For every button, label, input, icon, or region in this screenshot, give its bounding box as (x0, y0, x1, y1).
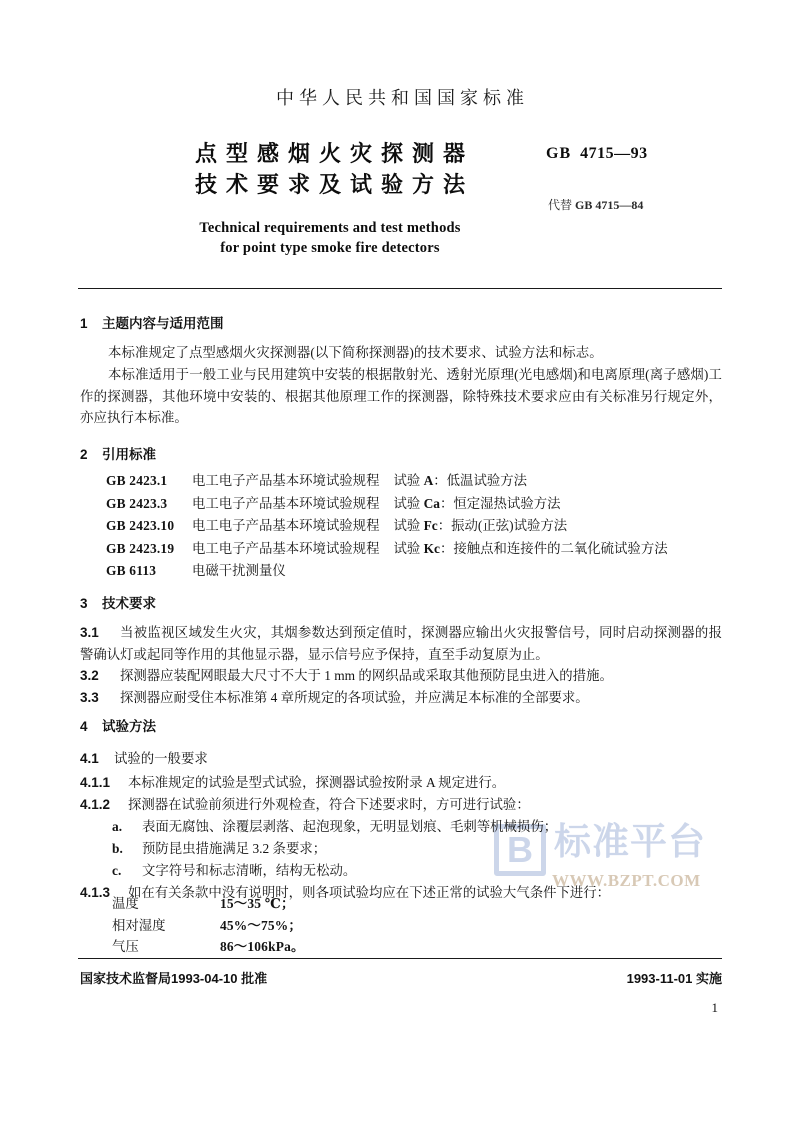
reference-code: GB 2423.1 (106, 473, 168, 488)
reference-code: GB 2423.10 (106, 518, 175, 534)
list-item-b-text: 预防昆虫措施满足 3.2 条要求； (142, 841, 327, 856)
clause-3-3-text: 探测器应耐受住本标准第 4 章所规定的各项试验，并应满足本标准的全部要求。 (120, 690, 589, 705)
reference-test (393, 518, 567, 533)
watermark-text: 标准平台 (554, 821, 706, 862)
referenced-standards-list (106, 470, 726, 583)
list-item-c (112, 860, 356, 882)
list-item-a-marker: a. (112, 819, 123, 834)
clause-4-1-title: 试验的一般要求 (114, 751, 208, 766)
section-2-number: 2 (80, 447, 88, 462)
reference-code: GB 2423.19 (106, 540, 175, 556)
clause-4-1-1-text: 本标准规定的试验是型式试验，探测器试验按附录 A 规定进行。 (128, 775, 506, 790)
clause-4-1-2 (80, 794, 722, 816)
footer-implementation: 1993-11-01 实施 (626, 971, 722, 986)
document-title (150, 138, 510, 200)
section-heading-3 (80, 592, 156, 612)
list-item-b (112, 838, 326, 860)
clause-3-2-label: 3.2 (80, 668, 99, 683)
national-standard-line: 中华人民共和国国家标准 (276, 88, 529, 108)
reference-test-code: Fc (423, 518, 438, 534)
clause-3-1 (80, 622, 722, 665)
reference-test-desc: ：振动(正弦)试验方法 (437, 518, 568, 534)
section-1-number: 1 (80, 316, 88, 331)
list-item-b-marker: b. (112, 841, 123, 856)
reference-name: 电工电子产品基本环境试验规程 (192, 540, 380, 556)
reference-test (393, 496, 560, 511)
clause-4-1-label: 4.1 (80, 751, 99, 766)
section-3-title: 技术要求 (102, 596, 156, 611)
list-item-a (112, 816, 557, 838)
clause-3-3 (80, 687, 722, 709)
footer-divider (78, 958, 722, 959)
condition-row (112, 936, 305, 958)
reference-test-desc: ：低温试验方法 (433, 473, 528, 488)
reference-name: 电磁干扰测量仪 (192, 563, 286, 579)
page-number: 1 (711, 1000, 718, 1015)
condition-value: 86～106kPa。 (220, 939, 305, 954)
clause-3-2 (80, 665, 722, 687)
reference-test-prefix: 试验 (393, 518, 424, 534)
reference-test (393, 541, 667, 556)
reference-test-code: Kc (423, 540, 440, 556)
reference-name: 电工电子产品基本环境试验规程 (192, 495, 380, 511)
footer-approval: 国家技术监督局1993-04-10 批准 (80, 971, 268, 986)
section-1-paragraph-1: 本标准规定了点型感烟火灾探测器(以下简称探测器)的技术要求、试验方法和标志。 (108, 345, 603, 360)
reference-row (106, 493, 726, 516)
clause-3-2-text: 探测器应装配网眼最大尺寸不大于 1 mm 的网织品或采取其他预防昆虫进入的措施。 (120, 668, 613, 683)
standard-replaces (548, 196, 643, 213)
clause-4-1-2-text: 探测器在试验前须进行外观检查，符合下述要求时，方可进行试验： (128, 797, 530, 812)
clause-4-1-3-label: 4.1.3 (80, 885, 111, 900)
english-title-line-2: for point type smoke fire detectors (220, 240, 440, 256)
clause-4-1-1-label: 4.1.1 (80, 775, 111, 790)
replaces-code: GB 4715—84 (575, 198, 644, 212)
reference-test-prefix: 试验 (393, 473, 424, 488)
section-3-number: 3 (80, 596, 88, 611)
reference-test-prefix: 试验 (393, 540, 424, 556)
reference-test-desc: ：接触点和连接件的二氧化硫试验方法 (439, 540, 668, 556)
list-item-c-text: 文字符号和标志清晰，结构无松动。 (142, 863, 357, 878)
english-title-line-1: Technical requirements and test methods (199, 220, 461, 236)
clause-4-1-1 (80, 772, 722, 794)
section-2-title: 引用标准 (102, 447, 156, 462)
reference-name: 电工电子产品基本环境试验规程 (192, 518, 380, 534)
reference-test (393, 473, 527, 488)
condition-label: 气压 (112, 939, 139, 954)
clause-4-1 (80, 748, 208, 767)
replaces-label: 代替 (548, 198, 576, 212)
standard-number (546, 145, 648, 163)
english-title (140, 218, 520, 258)
standard-prefix: GB (546, 145, 572, 162)
reference-row (106, 470, 726, 493)
section-heading-1 (80, 312, 224, 332)
section-heading-2 (80, 443, 156, 463)
section-heading-4 (80, 715, 156, 735)
clause-4-1-2-label: 4.1.2 (80, 797, 111, 812)
header-divider (78, 288, 722, 289)
condition-row (112, 915, 305, 937)
reference-test-code: Ca (423, 495, 440, 511)
standard-code: 4715—93 (580, 145, 648, 162)
reference-test-code: A (423, 473, 434, 488)
condition-value: 45%～75%； (220, 917, 302, 933)
section-4-number: 4 (80, 719, 88, 734)
reference-test-prefix: 试验 (393, 495, 424, 511)
section-4-title: 试验方法 (102, 719, 156, 734)
title-line-2: 技术要求及试验方法 (194, 172, 474, 197)
reference-row (106, 560, 726, 583)
list-item-a-text: 表面无腐蚀、涂覆层剥落、起泡现象，无明显划痕、毛刺等机械损伤； (142, 819, 558, 834)
reference-row (106, 538, 726, 561)
condition-row (112, 893, 305, 915)
section-1-paragraph-2: 本标准适用于一般工业与民用建筑中安装的根据散射光、透射光原理(光电感烟)和电离原理(离子感烟)工作的探测器，其他环境中安装的、根据其他原理工作的探测器，除特殊技术要求应由有关标准另行规定外，亦应执行本标准。 (80, 367, 722, 425)
clause-4-1-3-text: 如在有关条款中没有说明时，则各项试验均应在下述正常的试验大气条件下进行： (128, 885, 611, 900)
reference-name: 电工电子产品基本环境试验规程 (192, 473, 380, 488)
watermark-url: WWW.BZPT.COM (552, 871, 701, 890)
list-item-c-marker: c. (112, 863, 122, 878)
condition-value: 15～35 ℃； (220, 896, 295, 911)
reference-row (106, 515, 726, 538)
atmospheric-conditions-table (112, 893, 305, 958)
title-line-1: 点型感烟火灾探测器 (194, 141, 474, 166)
section-1-title: 主题内容与适用范围 (102, 316, 224, 331)
clause-3-1-text: 当被监视区域发生火灾，其烟参数达到预定值时，探测器应输出火灾报警信号，同时启动探测器的报警确认灯或起同等作用的其他显示器，显示信号应予保持，直至手动复原为止。 (80, 625, 722, 662)
reference-test-desc: ：恒定湿热试验方法 (439, 495, 561, 511)
reference-code: GB 2423.3 (106, 495, 168, 511)
clause-3-3-label: 3.3 (80, 690, 99, 705)
reference-code: GB 6113 (106, 563, 157, 579)
condition-label: 相对湿度 (112, 917, 166, 933)
clause-3-1-label: 3.1 (80, 625, 99, 640)
watermark-logo-letter: B (507, 829, 533, 870)
condition-label: 温度 (112, 896, 139, 911)
